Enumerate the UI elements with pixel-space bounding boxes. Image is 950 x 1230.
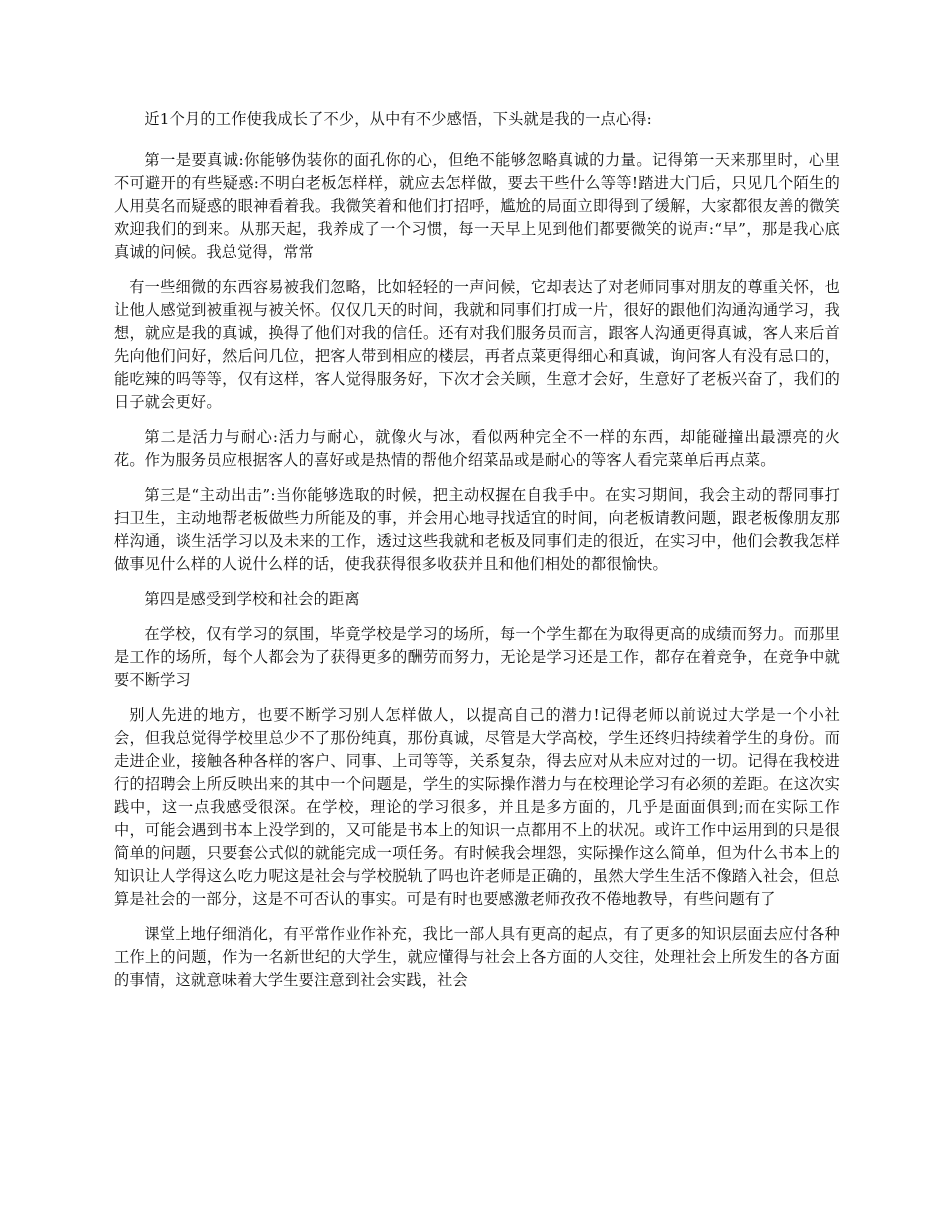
document-page — [114, 108, 840, 1004]
paragraph-initiative: 第三是“主动出击”:当你能够选取的时候，把主动权握在自我手中。在实习期间，我会主动的帮同事打扫卫生，主动地帮老板做些力所能及的事，并会用心地寻找适宜的时间，向老板请教问题，跟老板像朋友那样沟通，谈生活学习以及未来的工作，透过这些我就和老板及同事们走的很近，在实习中，他们会教我怎样做事见什么样的人说什么样的话，使我获得很多收获并且和他们相处的都很愉快。 — [114, 486, 840, 573]
paragraph-school-work: 在学校，仅有学习的氛围，毕竟学校是学习的场所，每一个学生都在为取得更高的成绩而努力。而那里是工作的场所，每个人都会为了获得更多的酬劳而努力，无论是学习还是工作，都存在着竞争，在竞争中就要不断学习 — [114, 625, 840, 689]
paragraph-sincerity: 第一是要真诚:你能够伪装你的面孔你的心，但绝不能够忽略真诚的力量。记得第一天来那里时，心里不可避开的有些疑惑:不明白老板怎样样，就应去怎样做，要去干些什么等等!踏进大门后，只见几个陌生的人用莫名而疑惑的眼神看着我。我微笑着和他们打招呼，尴尬的局面立即得到了缓解，大家都很友善的微笑欢迎我们的到来。从那天起，我养成了一个习惯，每一天早上见到他们都要微笑的说声:“早”，那是我心底真诚的问候。我总觉得，常常 — [114, 151, 840, 261]
paragraph-classroom: 课堂上地仔细消化，有平常作业作补充，我比一部人具有更高的起点，有了更多的知识层面去应付各种工作上的问题，作为一名新世纪的大学生，就应懂得与社会上各方面的人交往，处理社会上所发生的各方面的事情，这就意味着大学生要注意到社会实践，社会 — [114, 925, 840, 989]
paragraph-heading-school-society: 第四是感受到学校和社会的距离 — [144, 590, 360, 608]
paragraph-energy-patience: 第二是活力与耐心:活力与耐心，就像火与冰，看似两种完全不一样的东西，却能碰撞出最漂亮的火花。作为服务员应根据客人的喜好或是热情的帮他介绍菜品或是耐心的等客人看完菜单后再点菜。 — [114, 428, 840, 469]
paragraph-intro: 近1个月的工作使我成长了不少，从中有不少感悟，下头就是我的一点心得: — [144, 110, 652, 128]
paragraph-learning: 别人先进的地方，也要不断学习别人怎样做人，以提高自己的潜力!记得老师以前说过大学是一个小社会，但我总觉得学校里总少不了那份纯真，那份真诚，尽管是大学高校，学生还终归持续着学生的身份。而走进企业，接触各种各样的客户、同事、上司等等，关系复杂，得去应对从未应对过的一切。记得在我校进行的招聘会上所反映出来的其中一个问题是，学生的实际操作潜力与在校理论学习有必须的差距。在这次实践中，这一点我感受很深。在学校，理论的学习很多，并且是多方面的，几乎是面面俱到;而在实际工作中，可能会遇到书本上没学到的，又可能是书本上的知识一点都用不上的状况。或许工作中运用到的只是很简单的问题，只要套公式似的就能完成一项任务。有时候我会埋怨，实际操作这么简单，但为什么书本上的知识让人学得这么吃力呢这是社会与学校脱轨了吗也许老师是正确的，虽然大学生生活不像踏入社会，但总算是社会的一部分，这是不可否认的事实。可是有时也要感激老师孜孜不倦地教导，有些问题有了 — [114, 706, 840, 908]
paragraph-greeting: 有一些细微的东西容易被我们忽略，比如轻轻的一声问候，它却表达了对老师同事对朋友的尊重关怀，也让他人感觉到被重视与被关怀。仅仅几天的时间，我就和同事们打成一片，很好的跟他们沟通沟通学习，我想，就应是我的真诚，换得了他们对我的信任。还有对我们服务员而言，跟客人沟通更得真诚，客人来后首先向他们问好，然后问几位，把客人带到相应的楼层，再者点菜更得细心和真诚，询问客人有没有忌口的，能吃辣的吗等等，仅有这样，客人觉得服务好，下次才会关顾，生意才会好，生意好了老板兴奋了，我们的日子就会更好。 — [114, 278, 840, 411]
